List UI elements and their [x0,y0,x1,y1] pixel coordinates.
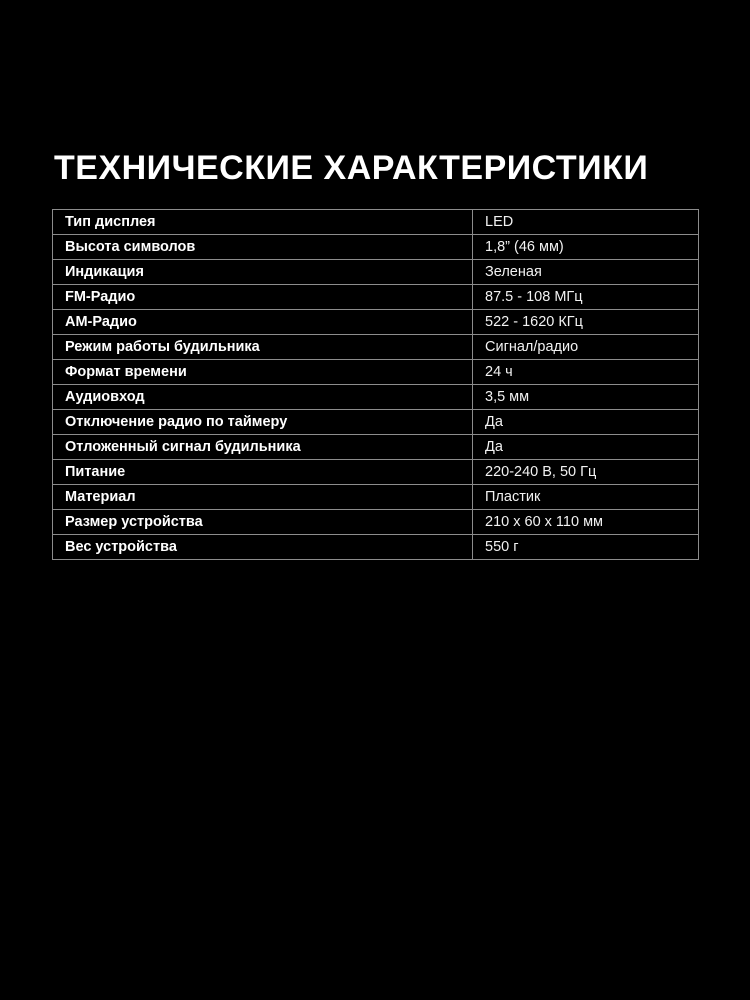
spec-parameter: Отложенный сигнал будильника [53,435,473,460]
spec-parameter: Тип дисплея [53,210,473,235]
table-row [53,535,699,560]
spec-parameter: Формат времени [53,360,473,385]
table-row [53,510,699,535]
spec-parameter: FM-Радио [53,285,473,310]
table-row [53,260,699,285]
table-row [53,285,699,310]
spec-value: 522 - 1620 КГц [473,310,699,335]
table-row [53,360,699,385]
spec-value: 87.5 - 108 МГц [473,285,699,310]
spec-parameter: Питание [53,460,473,485]
spec-parameter: Вес устройства [53,535,473,560]
spec-parameter: Размер устройства [53,510,473,535]
table-row [53,235,699,260]
spec-content [52,150,698,560]
spec-value: 3,5 мм [473,385,699,410]
table-row [53,310,699,335]
spec-value: Сигнал/радио [473,335,699,360]
spec-parameter: Материал [53,485,473,510]
spec-parameter: Аудиовход [53,385,473,410]
table-row [53,385,699,410]
spec-value: 210 x 60 x 110 мм [473,510,699,535]
spec-value: 220-240 В, 50 Гц [473,460,699,485]
spec-value: Пластик [473,485,699,510]
spec-value: Да [473,410,699,435]
spec-value: 1,8” (46 мм) [473,235,699,260]
spec-parameter: Высота символов [53,235,473,260]
table-row [53,460,699,485]
page-title: ТЕХНИЧЕСКИЕ ХАРАКТЕРИСТИКИ [54,149,649,187]
spec-value: 550 г [473,535,699,560]
spec-parameter: Отключение радио по таймеру [53,410,473,435]
table-row [53,410,699,435]
table-row [53,335,699,360]
spec-value: LED [473,210,699,235]
spec-parameter: АМ-Радио [53,310,473,335]
specifications-table [52,209,699,560]
spec-parameter: Режим работы будильника [53,335,473,360]
table-row [53,210,699,235]
spec-value: Да [473,435,699,460]
table-row [53,435,699,460]
specifications-table-body [53,210,699,560]
table-row [53,485,699,510]
spec-parameter: Индикация [53,260,473,285]
spec-value: 24 ч [473,360,699,385]
spec-value: Зеленая [473,260,699,285]
